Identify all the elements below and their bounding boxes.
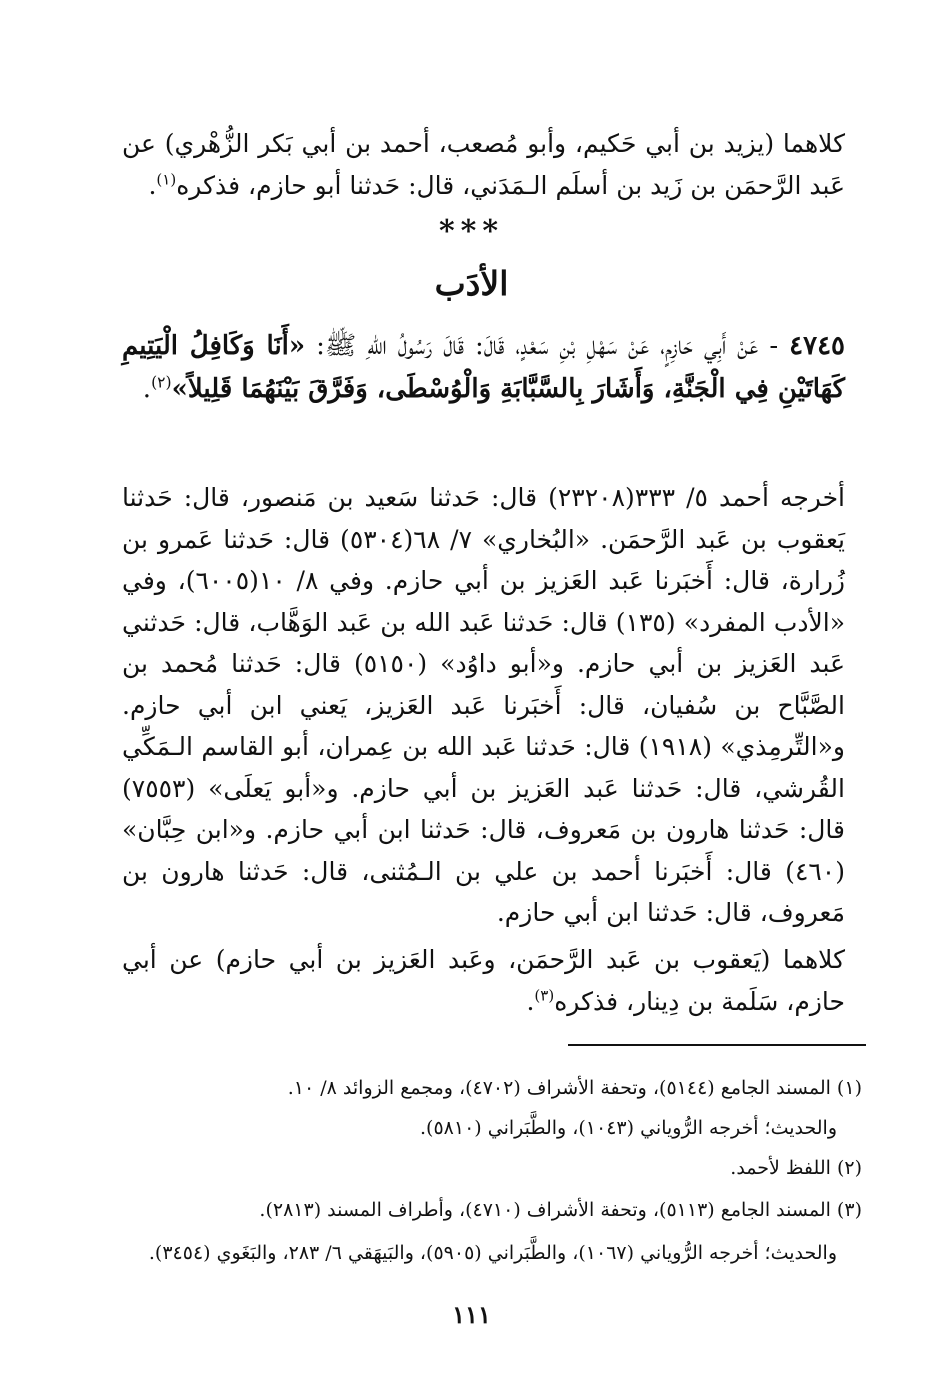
closing-paragraph: كلاهما (يَعقوب بن عَبد الرَّحمَن، وعَبد العَزيز بن أبي حازم) عن أبي حازم، سَلَمة بن دِينار، فذكره$^{(٣)}$.	[122, 945, 845, 1016]
footnote-ref-2[interactable]: (٢)	[151, 373, 172, 392]
section-heading: الأدَب	[434, 264, 509, 303]
footnote-line: (١) المسند الجامع (٥١٤٤)، وتحفة الأشراف (٤٧٠٢)، ومجمع الزوائد ٨/ ١٠.	[287, 1077, 862, 1099]
intro-paragraph: كلاهما (يزيد بن أبي حَكيم، وأبو مُصعب، أحمد بن أبي بَكر الزُّهْري) عن عَبد الرَّحمَن بن زَيد بن أسلَم الـمَدَني، قال: حَدثنا أبو حازم، فذكره$^{(١)}$.	[122, 129, 845, 200]
page-number: ١١١	[452, 1300, 491, 1329]
intro-text: كلاهما (يزيد بن أبي حَكيم، وأبو مُصعب، أحمد بن أبي بَكر الزُّهْري) عن عَبد الرَّحمَن بن زَيد بن أسلَم الـمَدَني، قال: حَدثنا أبو حازم، فذكره	[122, 129, 845, 200]
takhrij-paragraph: أخرجه أحمد ٥/ ٣٣٣(٢٣٢٠٨) قال: حَدثنا سَعيد بن مَنصور، قال: حَدثنا يَعقوب بن عَبد الرَّحمَن. «البُخاري» ٧/ ٦٨(٥٣٠٤) قال: حَدثنا عَمرو بن زُرارة، قال: أَخبَرنا عَبد العَزيز بن أبي حازم. وفي ٨/ ١٠(٦٠٠٥)، وفي «الأدب المفرد» (١٣٥) قال: حَدثنا عَبد الله بن عَبد الوَهَّاب، قال: حَدثني عَبد العَزيز بن أبي حازم. و«أبو داوُد» (٥١٥٠) قال: حَدثنا مُحمد بن الصَّبَّاح بن سُفيان، قال: أَخبَرنا عَبد العَزيز، يَعني ابن أبي حازم. و«التِّرمِذي» (١٩١٨) قال: حَدثنا عَبد الله بن عِمران، أبو القاسم الـمَكِّي القُرشي، قال: حَدثنا عَبد العَزيز بن أبي حازم. و«أبو يَعلَى» (٧٥٥٣) قال: حَدثنا هارون بن مَعروف، قال: حَدثنا ابن أبي حازم. و«ابن حِبَّان» (٤٦٠) قال: أَخبَرنا أحمد بن علي بن الـمُثنى، قال: حَدثنا هارون بن مَعروف، قال: حَدثنا ابن أبي حازم.	[122, 483, 846, 927]
footnote-line: والحديث؛ أخرجه الرُّوياني (١٠٦٧)، والطَّبَراني (٥٩٠٥)، والبَيهَقي ٦/ ٢٨٣، والبَغَوي (٣٤٥٤).	[148, 1242, 837, 1264]
hadith-isnad: - عَنْ أَبِي حَازِمٍ، عَنْ سَهْلِ بْنِ سَعْدٍ، قَالَ: قَالَ رَسُولُ اللهِ ﷺ:	[316, 331, 779, 361]
footnote-ref-1[interactable]: (١)	[156, 170, 177, 189]
hadith-text: «أَنَا وَكَافِلُ الْيَتِيمِ كَهَاتَيْنِ فِي الْجَنَّةِ، وَأَشَارَ بِالسَّبَّابَةِ وَالْوُسْطَى، وَفَرَّقَ بَيْنَهُمَا قَلِيلاً»	[122, 331, 845, 404]
footnote-line: (٣) المسند الجامع (٥١١٣)، وتحفة الأشراف (٤٧١٠)، وأطراف المسند (٢٨١٣).	[259, 1199, 862, 1221]
hadith-number: ٤٧٤٥	[789, 331, 846, 361]
footnote-line: والحديث؛ أخرجه الرُّوياني (١٠٤٣)، والطَّبَراني (٥٨١٠).	[420, 1117, 837, 1139]
closing-text: كلاهما (يَعقوب بن عَبد الرَّحمَن، وعَبد العَزيز بن أبي حازم) عن أبي حازم، سَلَمة بن دِينار، فذكره	[122, 945, 845, 1016]
footnote-divider	[568, 1044, 866, 1046]
footnote-line: (٢) اللفظ لأحمد.	[730, 1157, 862, 1179]
section-separator: ***	[438, 214, 505, 249]
hadith-block: ٤٧٤٥ - عَنْ أَبِي حَازِمٍ، عَنْ سَهْلِ بْنِ سَعْدٍ، قَالَ: قَالَ رَسُولُ اللهِ ﷺ: «أَنَا وَكَافِلُ الْيَتِيمِ كَهَاتَيْنِ فِي الْجَنَّةِ، وَأَشَارَ بِالسَّبَّابَةِ وَالْوُسْطَى، وَفَرَّقَ بَيْنَهُمَا قَلِيلاً»$^{(٢)}$.	[122, 331, 846, 404]
footnote-ref-3[interactable]: (٣)	[534, 986, 555, 1005]
